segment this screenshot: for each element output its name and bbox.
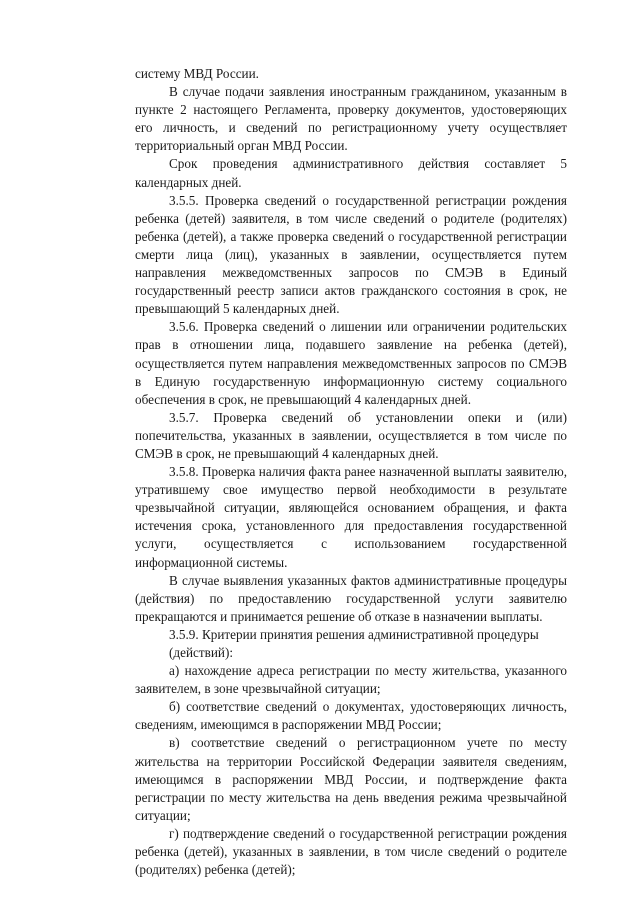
paragraph-3-5-6: 3.5.6. Проверка сведений о лишении или ограничении родительских прав в отношении лица, подавшего заявление на ребенка (детей), осуществляется путем направления межведомственных запросов по СМЭВ в Единую государственную информационную систему социального обеспечения в срок, не превышающий 4 календарных дней. — [135, 319, 567, 407]
paragraph-3-5-7: 3.5.7. Проверка сведений об установлении опеки и (или) попечительства, указанных в заявлении, осуществляется в том числе по СМЭВ в срок, не превышающий 4 календарных дней. — [135, 409, 567, 461]
document-body — [135, 65, 567, 879]
list-item-a: а) нахождение адреса регистрации по месту жительства, указанного заявителем, в зоне чрезвычайной ситуации; — [135, 663, 567, 697]
paragraph-term: Срок проведения административного действия составляет 5 календарных дней. — [135, 156, 567, 190]
list-item-g: г) подтверждение сведений о государственной регистрации рождения ребенка (детей), указанных в заявлении, в том числе сведений о родителе (родителях) ребенка (детей); — [135, 825, 567, 878]
list-item-b: б) соответствие сведений о документах, удостоверяющих личность, сведениям, имеющимся в распоряжении МВД России; — [135, 699, 567, 733]
paragraph-termination: В случае выявления указанных фактов административные процедуры (действия) по предоставлению государственной услуги заявителю прекращаются и принимается решение об отказе в назначении выплаты. — [135, 572, 567, 624]
paragraph-3-5-5: 3.5.5. Проверка сведений о государственной регистрации рождения ребенка (детей) заявителя, в том числе сведений о родителе (родителях) ребенка (детей), а также проверка сведений о государственной регистрации смерти лица (лиц), указанных в заявлении, осуществляется путем направления межведомственных запросов по СМЭВ в Единый государственный реестр записи актов гражданского состояния в срок, не превышающий 5 календарных дней. — [135, 192, 567, 317]
paragraph-3-5-9: 3.5.9. Критерии принятия решения административной процедуры — [169, 626, 539, 642]
paragraph-3-5-9-cont: (действий): — [169, 645, 234, 660]
paragraph-continuation: систему МВД России. — [135, 66, 259, 81]
paragraph-3-5-8: 3.5.8. Проверка наличия факта ранее назначенной выплаты заявителю, утратившему свое имущество первой необходимости в результате чрезвычайной ситуации, являющейся основанием обращения, и факта истечения срока, установленного для предоставления государственной услуги, осуществляется с использованием государственной информационной системы. — [135, 464, 567, 570]
list-item-v: в) соответствие сведений о регистрационном учете по месту жительства на территории Российской Федерации заявителя сведениям, имеющимся в распоряжении МВД России, и подтверждение факта регистрации по месту жительства на день введения режима чрезвычайной ситуации; — [135, 735, 567, 823]
paragraph-foreign-citizen: В случае подачи заявления иностранным гражданином, указанным в пункте 2 настоящего Регламента, проверку документов, удостоверяющих его личность, и сведений по регистрационному учету осуществляет территориальный орган МВД России. — [135, 84, 567, 154]
